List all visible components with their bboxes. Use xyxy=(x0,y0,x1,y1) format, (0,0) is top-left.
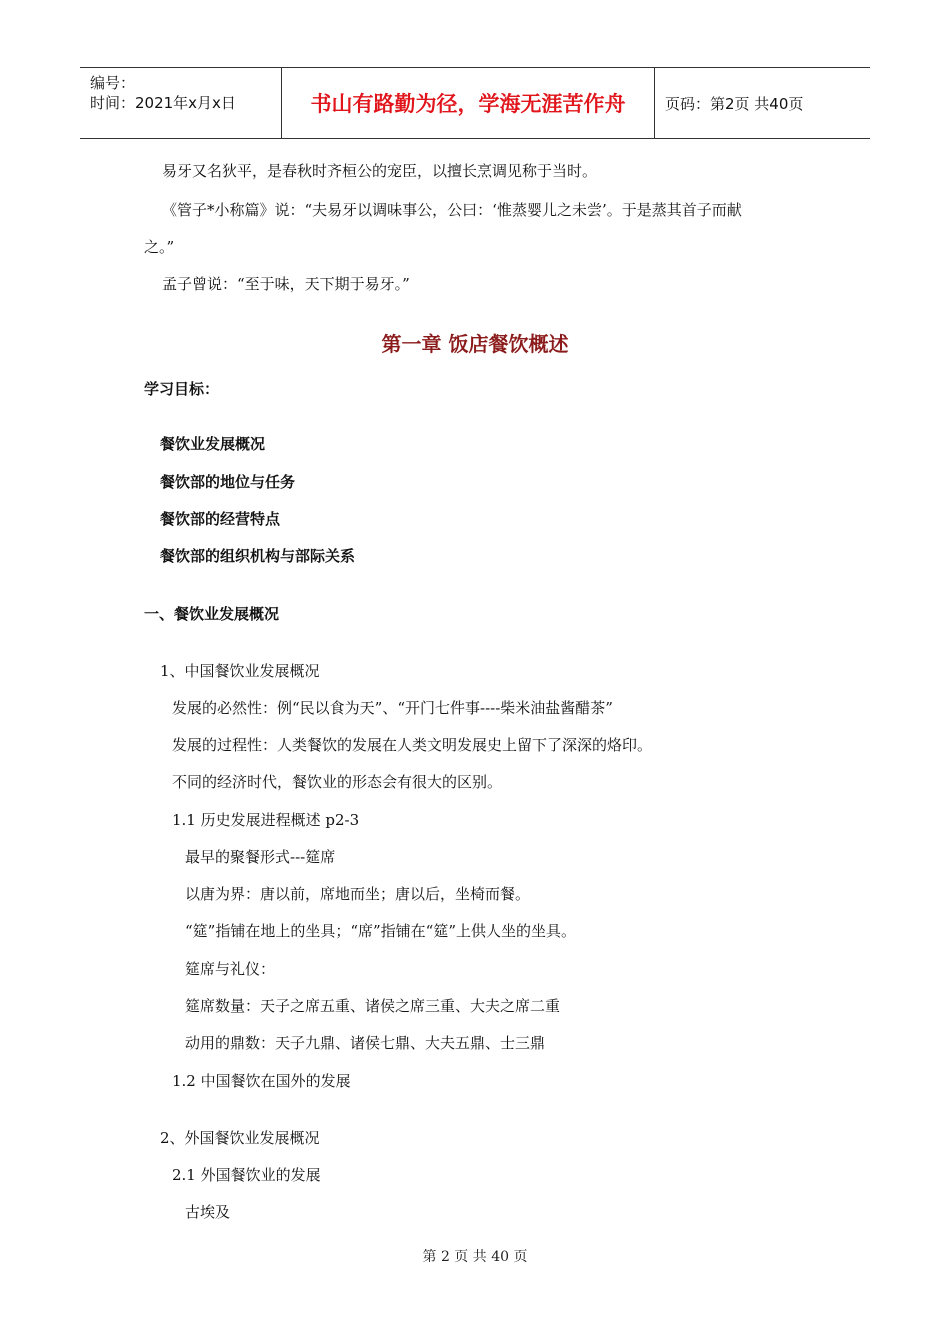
intro-paragraph-1: 易牙又名狄平，是春秋时齐桓公的宠臣，以擅长烹调见称于当时。 xyxy=(162,162,598,180)
subsubsection-heading: 1.1 历史发展进程概述 p2-3 xyxy=(172,811,360,829)
objective-item: 餐饮业发展概况 xyxy=(160,435,266,453)
subsection-heading: 1、中国餐饮业发展概况 xyxy=(160,662,320,680)
body-line: “筵”指铺在地上的坐具；“席”指铺在“筵”上供人坐的坐具。 xyxy=(185,922,577,940)
body-line: 以唐为界：唐以前，席地而坐；唐以后，坐椅而餐。 xyxy=(185,885,531,903)
header-motto: 书山有路勤为径，学海无涯苦作舟 xyxy=(282,68,655,138)
subsubsection-heading: 1.2 中国餐饮在国外的发展 xyxy=(172,1072,351,1090)
body-line: 不同的经济时代，餐饮业的形态会有很大的区别。 xyxy=(172,773,503,791)
body-line: 古埃及 xyxy=(185,1203,231,1221)
objective-item: 餐饮部的经营特点 xyxy=(160,510,281,528)
objectives-label: 学习目标： xyxy=(144,380,220,398)
chapter-title: 第一章 饭店餐饮概述 xyxy=(381,332,569,356)
body-line: 最早的聚餐形式---筵席 xyxy=(185,848,336,866)
body-line: 发展的必然性：例“民以食为天”、“开门七件事----柴米油盐酱醋茶” xyxy=(172,699,613,717)
intro-paragraph-2: 《管子*小称篇》说：“夫易牙以调味事公，公曰：‘惟蒸婴儿之未尝’。于是蒸其首子而献 xyxy=(162,201,742,219)
header-meta xyxy=(80,68,282,138)
body-line: 动用的鼎数：天子九鼎、诸侯七鼎、大夫五鼎、士三鼎 xyxy=(185,1034,546,1052)
doc-date: 时间：2021年x月x日 xyxy=(90,94,236,112)
doc-number: 编号： xyxy=(90,74,136,92)
objective-item: 餐饮部的地位与任务 xyxy=(160,473,296,491)
intro-paragraph-3: 孟子曾说：“至于味，天下期于易牙。” xyxy=(162,275,410,293)
subsection-heading: 2、外国餐饮业发展概况 xyxy=(160,1129,320,1147)
body-line: 筵席数量：天子之席五重、诸侯之席三重、大夫之席二重 xyxy=(185,997,561,1015)
body-line: 发展的过程性：人类餐饮的发展在人类文明发展史上留下了深深的烙印。 xyxy=(172,736,653,754)
objective-item: 餐饮部的组织机构与部际关系 xyxy=(160,547,356,565)
page-header xyxy=(80,67,870,139)
body-line: 筵席与礼仪： xyxy=(185,960,276,978)
section-heading: 一、餐饮业发展概况 xyxy=(144,605,280,623)
intro-paragraph-2-cont: 之。” xyxy=(144,238,175,256)
page-footer: 第 2 页 共 40 页 xyxy=(422,1249,528,1265)
header-page-info: 页码：第2页 共40页 xyxy=(665,94,804,113)
subsubsection-heading: 2.1 外国餐饮业的发展 xyxy=(172,1166,321,1184)
